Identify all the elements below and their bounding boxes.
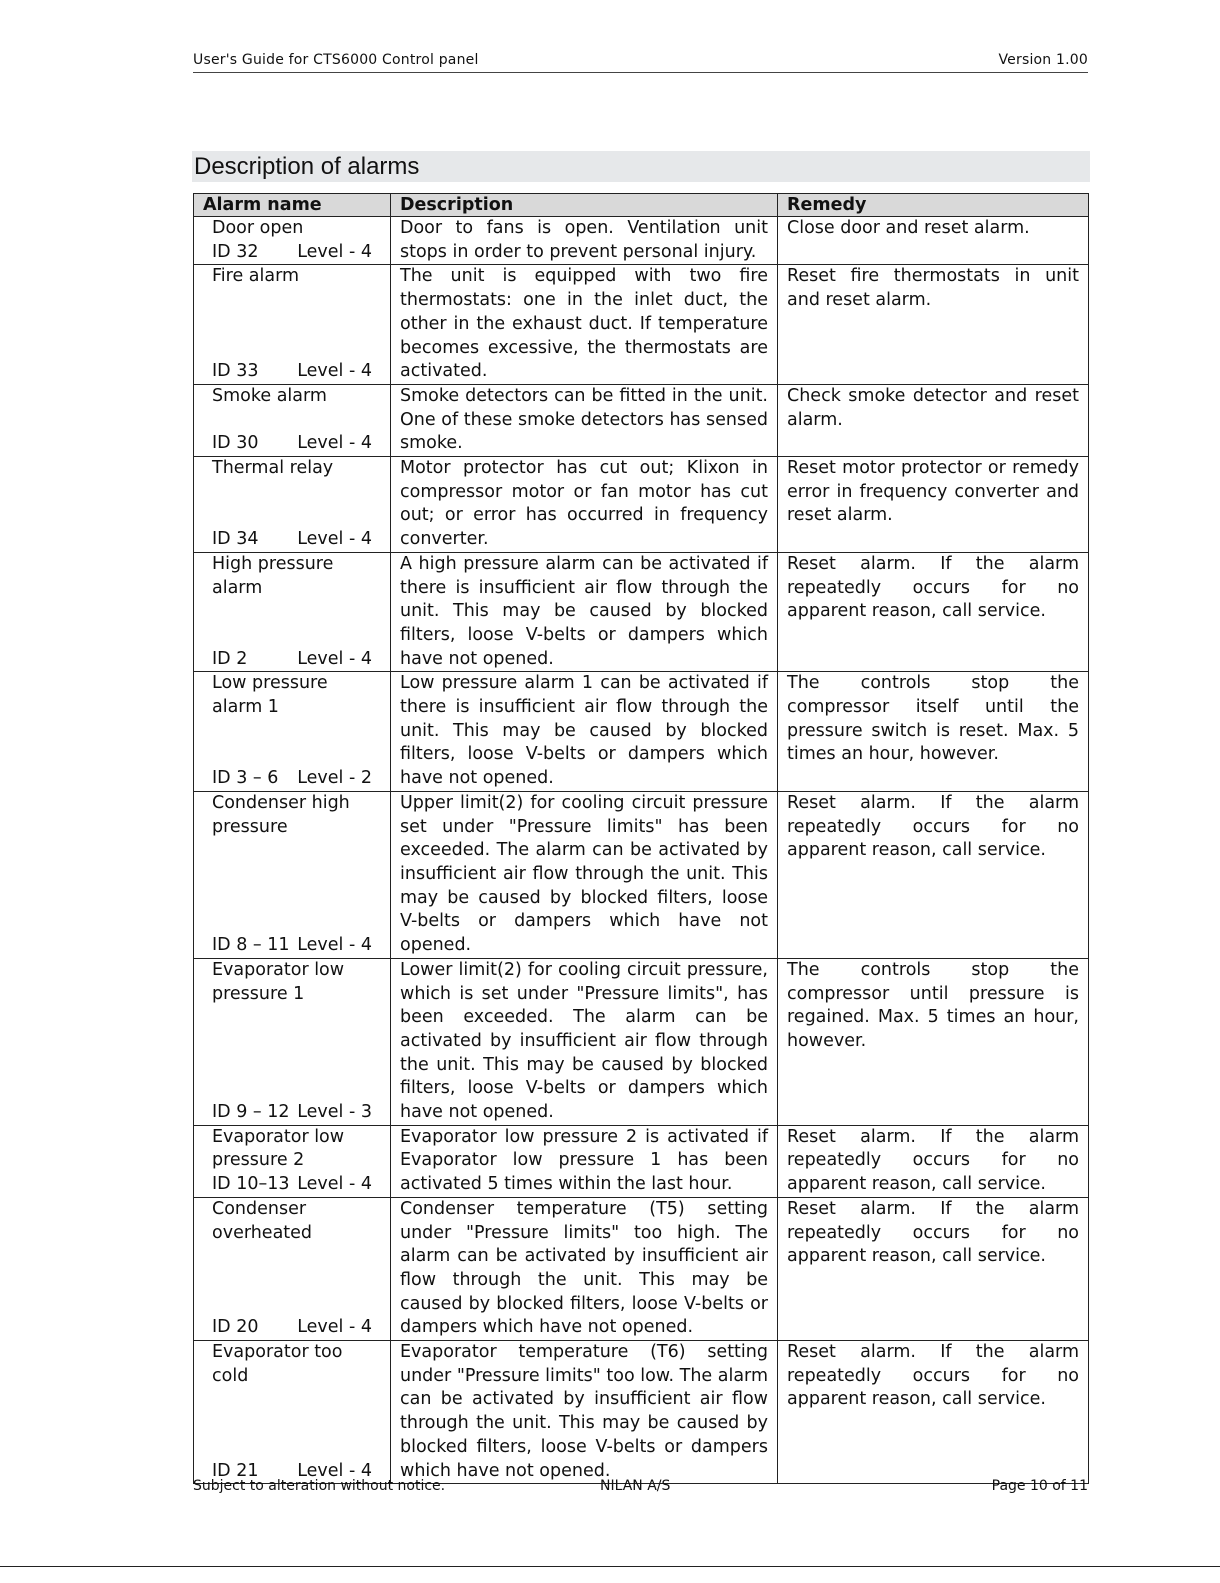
alarm-remedy: Reset fire thermostats in unit and reset alarm. <box>778 265 1089 385</box>
alarm-remedy: Reset alarm. If the alarm repeatedly occurs for no apparent reason, call service. <box>778 791 1089 958</box>
alarm-level: Level - 3 <box>297 1102 372 1123</box>
page-header <box>193 52 1088 73</box>
alarm-level: Level - 4 <box>297 529 372 550</box>
alarm-name-cell <box>194 791 391 958</box>
alarm-id-line <box>212 1316 372 1340</box>
alarm-name-cell <box>194 384 391 456</box>
alarm-name: Fire alarm <box>212 266 300 287</box>
alarm-rows <box>194 217 1089 1484</box>
alarm-id-line <box>212 648 372 672</box>
alarm-level: Level - 4 <box>297 433 372 454</box>
alarm-description: The unit is equipped with two fire thermostats: one in the inlet duct, the other in the exhaust duct. If temperature becomes excessive, the thermostats are activated. <box>391 265 778 385</box>
alarm-id-line <box>212 1101 372 1125</box>
header-version: Version 1.00 <box>998 52 1088 68</box>
alarm-level: Level - 2 <box>297 768 372 789</box>
alarm-id-line <box>212 241 372 265</box>
table-row <box>194 552 1089 672</box>
table-row <box>194 791 1089 958</box>
table-row <box>194 1341 1089 1484</box>
alarm-name-cell <box>194 958 391 1125</box>
table-row <box>194 217 1089 265</box>
alarm-id-line <box>212 360 372 384</box>
alarm-name: Door open <box>212 218 304 238</box>
alarm-level: Level - 4 <box>297 648 372 669</box>
alarm-description: Low pressure alarm 1 can be activated if there is insufficient air flow through the unit. This may be caused by blocked filters, loose V-belts or dampers which have not opened. <box>391 672 778 792</box>
alarm-remedy: Reset alarm. If the alarm repeatedly occurs for no apparent reason, call service. <box>778 552 1089 672</box>
alarm-id: ID 2 <box>212 648 248 669</box>
alarm-remedy: Reset motor protector or remedy error in frequency converter and reset alarm. <box>778 457 1089 553</box>
table-row <box>194 672 1089 792</box>
alarm-id: ID 21 <box>212 1460 259 1481</box>
alarm-remedy: Close door and reset alarm. <box>778 217 1089 265</box>
alarm-name: Evaporator too cold <box>212 1342 343 1386</box>
section-title: Description of alarms <box>192 151 1090 182</box>
alarm-name-cell <box>194 457 391 553</box>
alarm-id: ID 33 <box>212 361 259 382</box>
alarm-name: Evaporator low pressure 1 <box>212 959 345 1004</box>
footer-notice: Subject to alteration without notice. <box>193 1478 446 1494</box>
alarm-name-cell <box>194 1341 391 1484</box>
alarm-name: Thermal relay <box>212 458 334 479</box>
table-header-row <box>194 194 1089 217</box>
table-row <box>194 1197 1089 1340</box>
alarm-name: Smoke alarm <box>212 385 327 406</box>
alarm-level: Level - 4 <box>297 935 372 956</box>
alarm-name: Low pressure alarm 1 <box>212 673 328 718</box>
table-row <box>194 265 1089 385</box>
alarm-description: Condenser temperature (T5) setting under "Pressure limits" too high. The alarm can be activated by insufficient air flow through the unit. This may be caused by blocked filters, loose V-belts or dampers which have not opened. <box>391 1197 778 1340</box>
alarm-name-cell <box>194 552 391 672</box>
alarm-name-cell <box>194 1125 391 1197</box>
alarm-id: ID 9 – 12 <box>212 1102 290 1123</box>
column-header-remedy: Remedy <box>778 194 1089 217</box>
alarm-id-line <box>212 934 372 958</box>
alarm-id: ID 8 – 11 <box>212 935 290 956</box>
alarm-level: Level - 4 <box>297 1317 372 1338</box>
alarm-level: Level - 4 <box>297 1174 372 1195</box>
page-footer <box>193 1478 1088 1494</box>
alarm-level: Level - 4 <box>297 1460 372 1481</box>
alarm-level: Level - 4 <box>297 241 372 262</box>
alarm-id: ID 20 <box>212 1317 259 1338</box>
alarm-id-line <box>212 528 372 552</box>
column-header-description: Description <box>391 194 778 217</box>
table-row <box>194 958 1089 1125</box>
header-title: User's Guide for CTS6000 Control panel <box>193 52 479 68</box>
alarm-id: ID 34 <box>212 529 259 550</box>
alarm-name: Evaporator low pressure 2 <box>212 1126 345 1171</box>
alarm-name-cell <box>194 217 391 265</box>
alarm-description: Door to fans is open. Ventilation unit stops in order to prevent personal injury. <box>391 217 778 265</box>
alarm-id-line <box>212 1173 372 1197</box>
bottom-divider <box>0 1566 1220 1567</box>
alarm-description: Smoke detectors can be fitted in the unit. One of these smoke detectors has sensed smoke. <box>391 384 778 456</box>
alarm-remedy: The controls stop the compressor until pressure is regained. Max. 5 times an hour, however. <box>778 958 1089 1125</box>
alarm-remedy: Reset alarm. If the alarm repeatedly occurs for no apparent reason, call service. <box>778 1125 1089 1197</box>
footer-company: NILAN A/S <box>600 1478 671 1494</box>
alarm-description: Evaporator temperature (T6) setting under "Pressure limits" too low. The alarm can be activated by insufficient air flow through the unit. This may be caused by blocked filters, loose V-belts or dampers which have not opened. <box>391 1341 778 1484</box>
alarm-id-line <box>212 432 372 456</box>
alarm-name-cell <box>194 672 391 792</box>
alarm-id: ID 3 – 6 <box>212 768 279 789</box>
alarm-id: ID 10–13 <box>212 1174 290 1195</box>
alarm-remedy: Check smoke detector and reset alarm. <box>778 384 1089 456</box>
column-header-alarm-name: Alarm name <box>194 194 391 217</box>
alarm-description: Motor protector has cut out; Klixon in compressor motor or fan motor has cut out; or error has occurred in frequency converter. <box>391 457 778 553</box>
table-row <box>194 1125 1089 1197</box>
alarm-description: Upper limit(2) for cooling circuit pressure set under "Pressure limits" has been exceeded. The alarm can be activated by insufficient air flow through the unit. This may be caused by blocked filters, loose V-belts or dampers which have not opened. <box>391 791 778 958</box>
table-row <box>194 384 1089 456</box>
alarm-remedy: Reset alarm. If the alarm repeatedly occurs for no apparent reason, call service. <box>778 1197 1089 1340</box>
alarm-level: Level - 4 <box>297 361 372 382</box>
alarm-description: Evaporator low pressure 2 is activated if Evaporator low pressure 1 has been activated 5 times within the last hour. <box>391 1125 778 1197</box>
alarm-id: ID 30 <box>212 433 259 454</box>
table-row <box>194 457 1089 553</box>
alarm-description: A high pressure alarm can be activated if there is insufficient air flow through the unit. This may be caused by blocked filters, loose V-belts or dampers which have not opened. <box>391 552 778 672</box>
alarm-name: High pressure alarm <box>212 553 334 598</box>
alarm-id-line <box>212 767 372 791</box>
alarm-id: ID 32 <box>212 241 259 262</box>
alarm-name: Condenser overheated <box>212 1198 313 1243</box>
footer-page-number: Page 10 of 11 <box>991 1478 1088 1494</box>
alarm-remedy: The controls stop the compressor itself until the pressure switch is reset. Max. 5 times an hour, however. <box>778 672 1089 792</box>
alarms-table <box>193 193 1089 1484</box>
alarm-remedy: Reset alarm. If the alarm repeatedly occurs for no apparent reason, call service. <box>778 1341 1089 1484</box>
alarm-name-cell <box>194 265 391 385</box>
alarm-name-cell <box>194 1197 391 1340</box>
alarm-name: Condenser high pressure <box>212 792 350 837</box>
alarm-description: Lower limit(2) for cooling circuit pressure, which is set under "Pressure limits", has been exceeded. The alarm can be activated by insufficient air flow through the unit. This may be caused by blocked filters, loose V-belts or dampers which have not opened. <box>391 958 778 1125</box>
